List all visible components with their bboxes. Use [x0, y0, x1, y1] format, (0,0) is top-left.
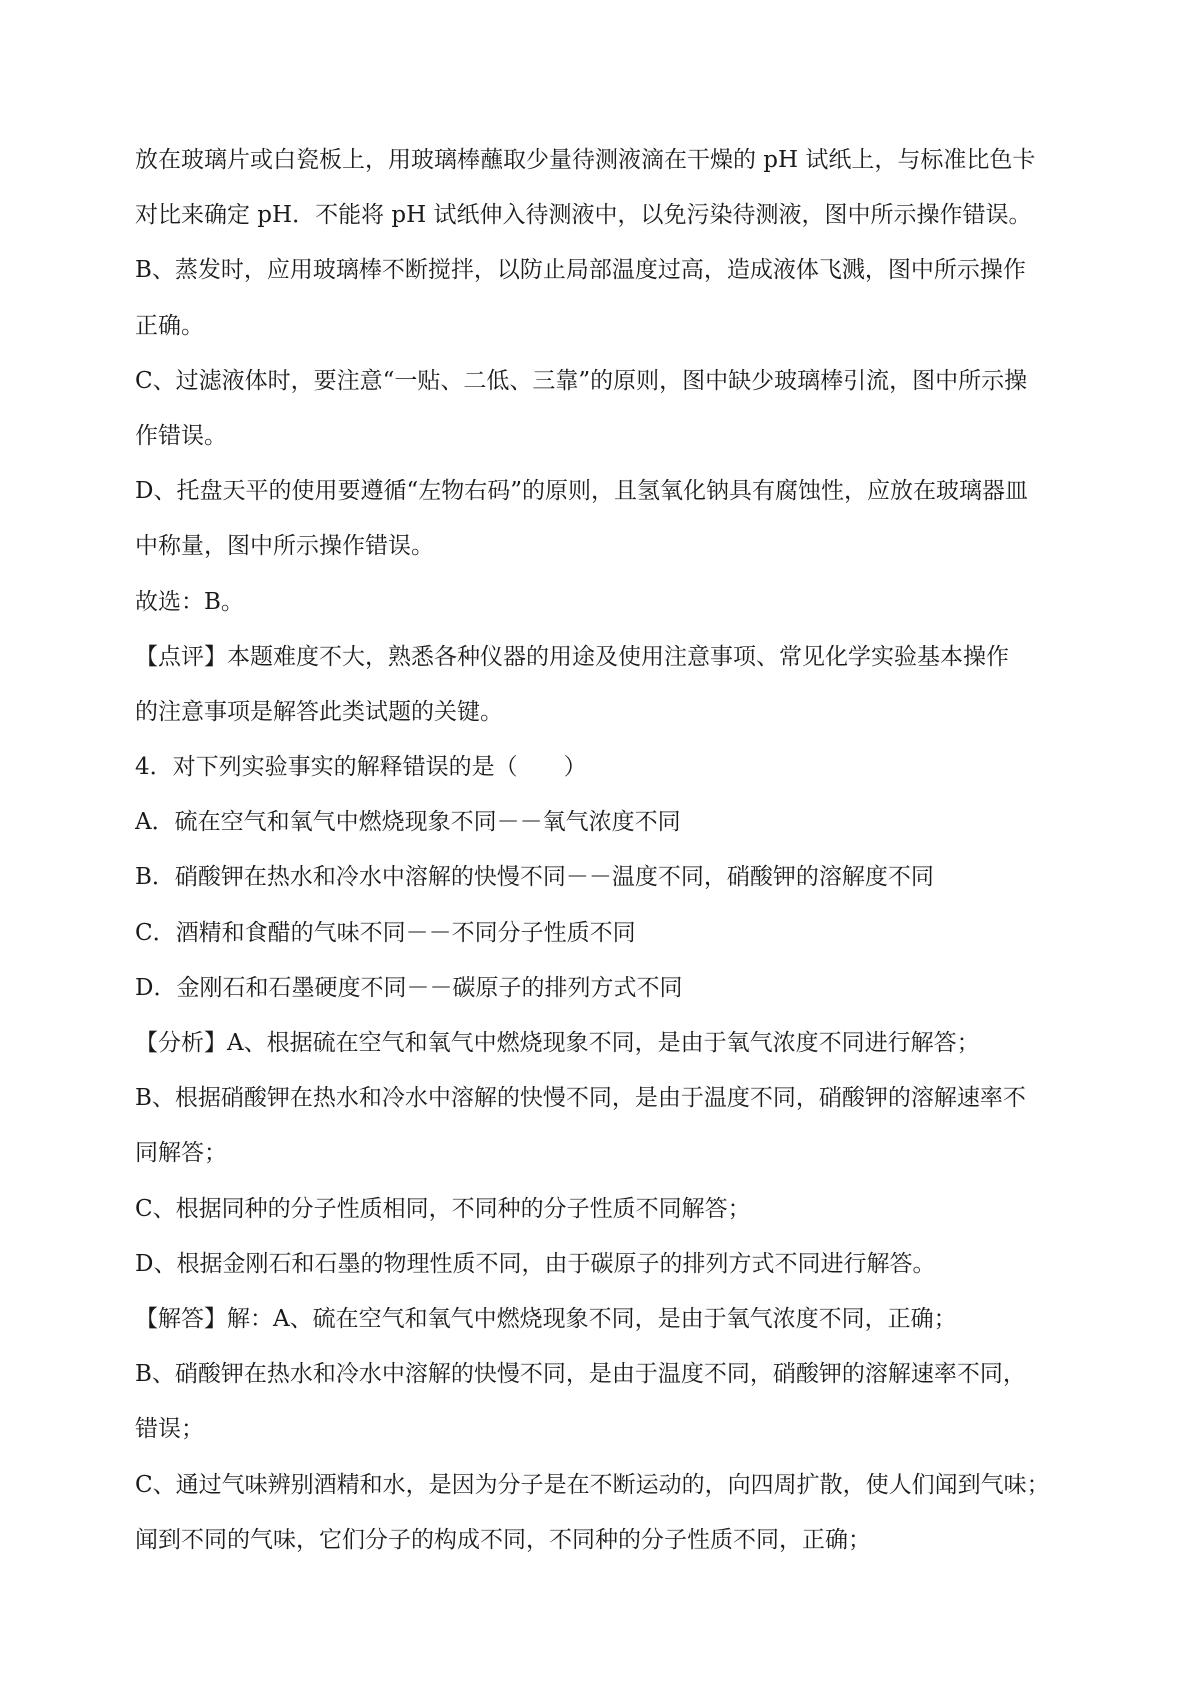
text-line: B、硝酸钾在热水和冷水中溶解的快慢不同，是由于温度不同，硝酸钾的溶解速率不同， — [135, 1361, 1026, 1388]
text-line: 放在玻璃片或白瓷板上，用玻璃棒蘸取少量待测液滴在干燥的 pH 试纸上，与标准比色卡 — [135, 147, 1036, 173]
text-line: D．金刚石和石墨硬度不同－－碳原子的排列方式不同 — [135, 974, 683, 1001]
text-line: 对比来确定 pH．不能将 pH 试纸伸入待测液中，以免污染待测液，图中所示操作错误。 — [135, 202, 1032, 229]
text-line: 闻到不同的气味，它们分子的构成不同，不同种的分子性质不同，正确； — [135, 1526, 871, 1553]
document-body — [135, 133, 1080, 1568]
text-line: C、通过气味辨别酒精和水，是因为分子是在不断运动的，向四周扩散，使人们闻到气味； — [135, 1471, 1050, 1498]
text-line: D、根据金刚石和石墨的物理性质不同，由于碳原子的排列方式不同进行解答。 — [135, 1250, 936, 1277]
text-line: 【分析】A、根据硫在空气和氧气中燃烧现象不同，是由于氧气浓度不同进行解答； — [135, 1030, 980, 1056]
text-line: 故选：B。 — [135, 588, 244, 615]
text-line: C、根据同种的分子性质相同，不同种的分子性质不同解答； — [135, 1195, 751, 1222]
text-line: 正确。 — [135, 312, 204, 339]
text-line: D、托盘天平的使用要遵循“左物右码”的原则，且氢氧化钠具有腐蚀性，应放在玻璃器皿 — [135, 478, 1028, 505]
text-line: B、蒸发时，应用玻璃棒不断搅拌，以防止局部温度过高，造成液体飞溅，图中所示操作 — [135, 257, 1026, 284]
text-line: C、过滤液体时，要注意“一贴、二低、三靠”的原则，图中缺少玻璃棒引流，图中所示操 — [135, 367, 1028, 394]
text-line: B．硝酸钾在热水和冷水中溶解的快慢不同－－温度不同，硝酸钾的溶解度不同 — [135, 864, 934, 891]
text-line: 4．对下列实验事实的解释错误的是（ ） — [135, 754, 587, 781]
text-line: 作错误。 — [135, 422, 227, 449]
text-line: 【解答】解：A、硫在空气和氧气中燃烧现象不同，是由于氧气浓度不同，正确； — [135, 1305, 957, 1332]
text-line: 中称量，图中所示操作错误。 — [135, 533, 434, 560]
text-line: 错误； — [135, 1416, 204, 1443]
text-line: B、根据硝酸钾在热水和冷水中溶解的快慢不同，是由于温度不同，硝酸钾的溶解速率不 — [135, 1085, 1026, 1112]
text-line: A．硫在空气和氧气中燃烧现象不同－－氧气浓度不同 — [135, 809, 681, 836]
text-line: C．酒精和食醋的气味不同－－不同分子性质不同 — [135, 919, 636, 946]
text-line: 【点评】本题难度不大，熟悉各种仪器的用途及使用注意事项、常见化学实验基本操作 — [135, 643, 1009, 670]
text-line: 的注意事项是解答此类试题的关键。 — [135, 698, 503, 725]
text-line: 同解答； — [135, 1140, 227, 1167]
